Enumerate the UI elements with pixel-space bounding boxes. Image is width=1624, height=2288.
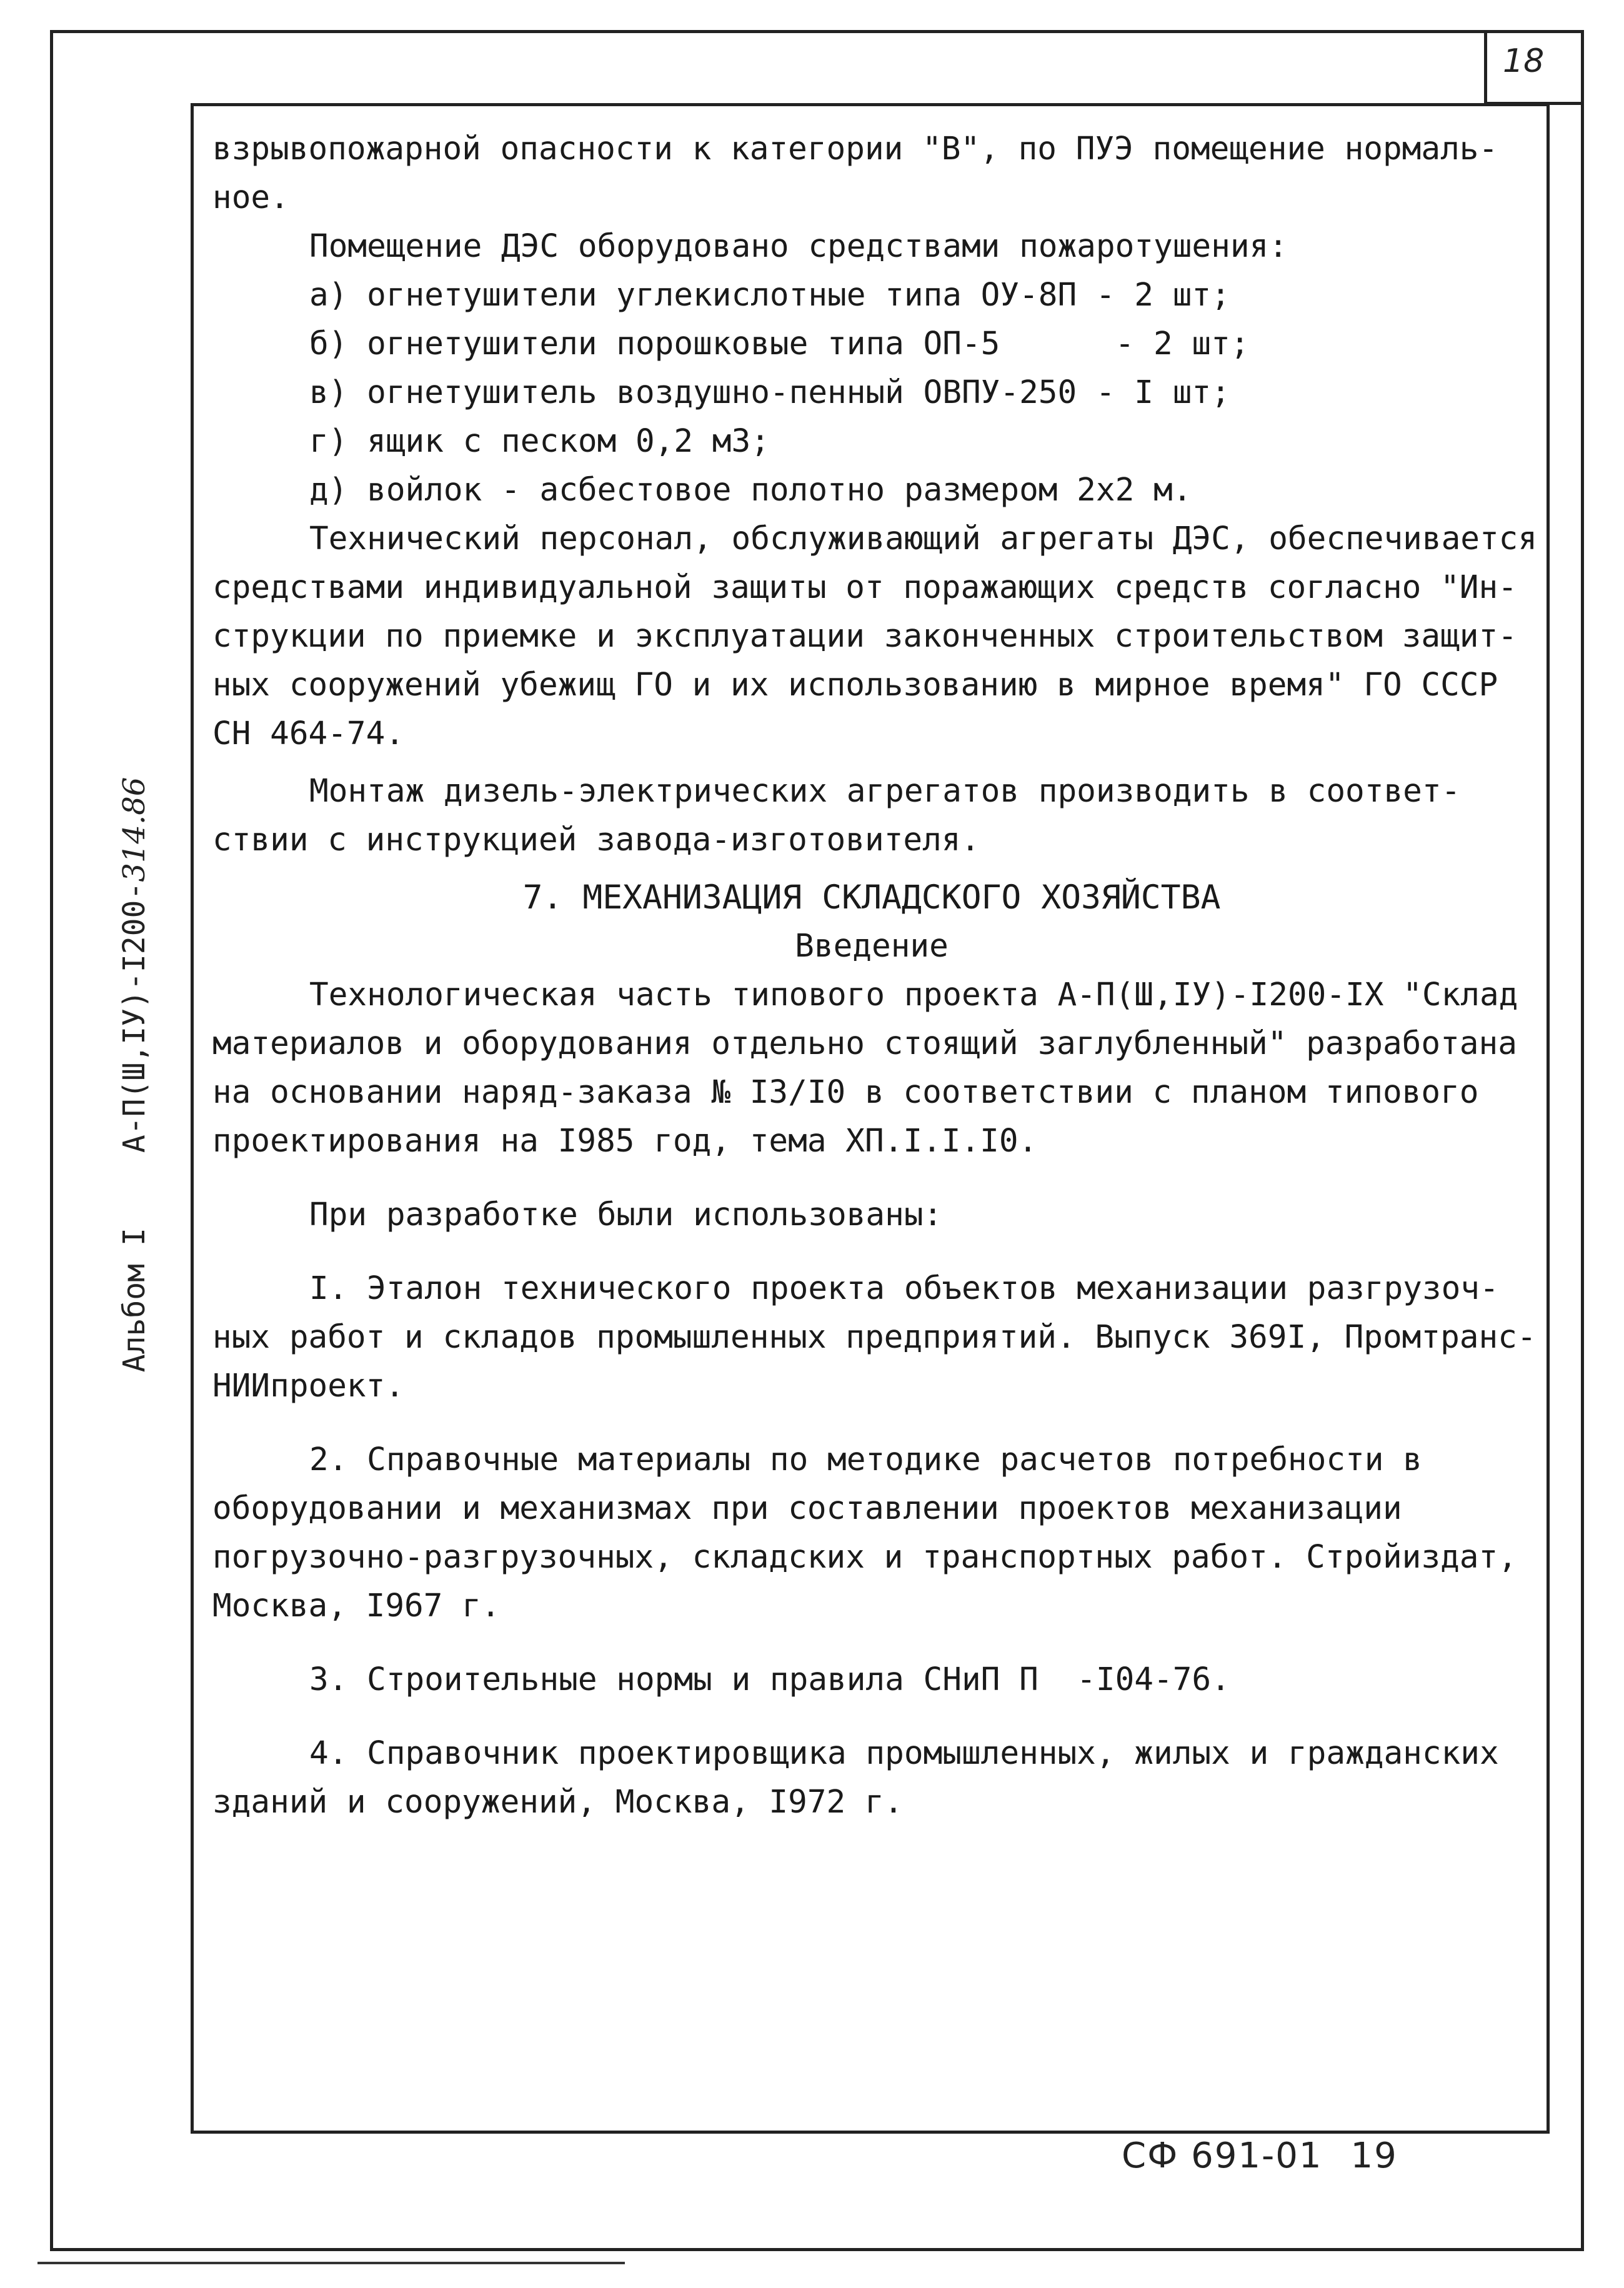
text-line: Технологическая часть типового проекта А-П(Ш,IУ)-I200-IX "Склад [309,977,1518,1013]
text-line: материалов и оборудования отдельно стоящий заглубленный" разработана [212,1025,1517,1062]
text-line: ных сооружений убежищ ГО и их использованию в мирное время" ГО СССР [212,667,1498,704]
text-line: струкции по приемке и эксплуатации законченных строительством защит- [212,618,1517,655]
text-line: на основании наряд-заказа № I3/I0 в соответствии с планом типового [212,1074,1479,1111]
source-line: ных работ и складов промышленных предприятий. Выпуск 369I, Промтранс- [212,1319,1537,1356]
source-line: 2. Справочные материалы по методике расчетов потребности в [309,1441,1422,1478]
source-line: I. Эталон технического проекта объектов механизации разгрузоч- [309,1270,1499,1307]
section-heading: 7. МЕХАНИЗАЦИЯ СКЛАДСКОГО ХОЗЯЙСТВА [522,878,1221,917]
footer-sheet-number: 19 [1350,2136,1398,2176]
handwritten-number: 314.86 [117,777,152,882]
footer-code: СФ 691-01 [1122,2136,1323,2176]
text-line: СН 464-74. [212,715,405,752]
text-line: проектирования на I985 год, тема ХП.I.I.I0. [212,1123,1038,1160]
fire-equipment-intro: Помещение ДЭС оборудовано средствами пожаротушения: [309,228,1288,265]
list-item: а) огнетушители углекислотные типа ОУ-8П - 2 шт; [309,277,1230,314]
footer-stamp [1122,2136,1398,2176]
source-line: зданий и сооружений, Москва, I972 г. [212,1784,904,1821]
scan-edge-line [37,2262,625,2264]
source-line: оборудовании и механизмах при составлении проектов механизации [212,1490,1402,1527]
text-line: Технический персонал, обслуживающий агрегаты ДЭС, обеспечивается [309,520,1538,557]
text-line: ствии с инструкцией завода-изготовителя. [212,822,980,858]
source-line: 3. Строительные нормы и правила СНиП П -I04-76. [309,1661,1230,1698]
side-stamp [117,777,152,1373]
text-line: ное. [212,179,289,216]
text-line: Монтаж дизель-электрических агрегатов производить в соответ- [309,773,1461,810]
page-number: 18 [1503,42,1545,80]
source-line: 4. Справочник проектировщика промышленных, жилых и гражданских [309,1735,1499,1772]
album-label: Альбом I [117,1228,152,1373]
source-line: Москва, I967 г. [212,1588,501,1624]
text-line: взрывопожарной опасности к категории "В", по ПУЭ помещение нормаль- [212,131,1498,167]
document-body [212,125,1538,1827]
subsection-heading: Введение [795,928,949,965]
sources-intro: При разработке были использованы: [309,1196,943,1233]
source-line: НИИпроект. [212,1368,405,1405]
source-line: погрузочно-разгрузочных, складских и транспортных работ. Стройиздат, [212,1539,1517,1576]
project-code: А-П(Ш,IУ)-I200- [117,882,152,1153]
text-line: средствами индивидуальной защиты от поражающих средств согласно "Ин- [212,569,1517,606]
list-item: б) огнетушители порошковые типа ОП-5 - 2 шт; [309,326,1250,362]
list-item: г) ящик с песком 0,2 м3; [309,423,770,460]
list-item: в) огнетушитель воздушно-пенный ОВПУ-250 - I шт; [309,374,1230,411]
list-item: д) войлок - асбестовое полотно размером 2х2 м. [309,472,1192,509]
